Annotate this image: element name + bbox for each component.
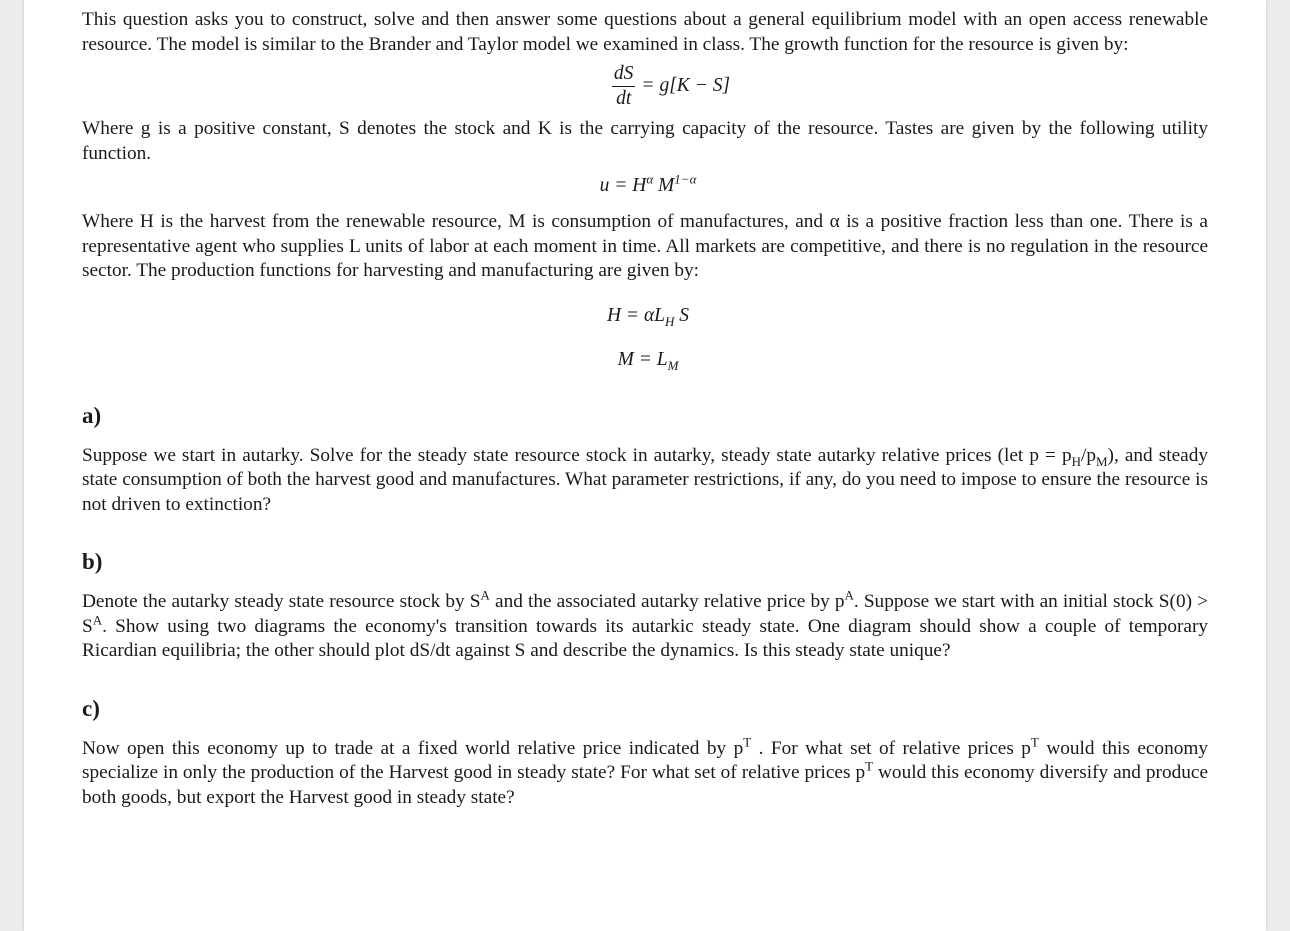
section-b-label: b) [82, 549, 103, 574]
utility-equation-text: $u = H^\alpha$ $M^{1-\alpha}$ [599, 171, 697, 196]
intro-paragraph-2: Where g is a positive constant, S denotes the stock and K is the carrying capacity of the resource. Tastes are given by the following utility function. [82, 118, 1208, 164]
growth-denominator: dt [616, 88, 632, 109]
growth-fraction [612, 63, 636, 110]
intro-paragraph-1: This question asks you to construct, solve and then answer some questions about a general equilibrium model with an open access renewable resource. The model is similar to the Brander and Taylor model we examined in class. The growth function for the resource is given by: [82, 9, 1208, 55]
utility-equation [88, 170, 1208, 202]
manufacturing-production-equation [88, 346, 1208, 374]
growth-rhs: = g[K − S] [641, 74, 731, 96]
harvest-production-text: $H = \alpha L_H$ S [606, 304, 690, 329]
section-b-text: Denote the autarky steady state resource stock by $S^A$ and the associated autarky relative price by $p^A$. Suppose we start with an initial stock $S(0) > S^A$. Show using two diagrams the economy's transition towards its autarkic steady state. One diagram should show a couple of temporary Ricardian equilibria; the other should plot dS/dt against S and describe the dynamics. Is this steady state unique? [82, 587, 1208, 661]
harvest-production-equation [88, 302, 1208, 330]
intro-paragraph-3: Where H is the harvest from the renewable resource, M is consumption of manufactures, and α is a positive fraction less than one. There is a representative agent who supplies L units of labor at each moment in time. All markets are competitive, and there is no regulation in the resource sector. The production functions for harvesting and manufacturing are given by: [82, 211, 1208, 281]
manufacturing-production-text: $M = L_M$ [617, 348, 679, 373]
section-a-label: a) [82, 402, 102, 428]
growth-equation [134, 63, 1208, 110]
section-c-label: c) [82, 695, 100, 721]
section-c-text: Now open this economy up to trade at a fixed world relative price indicated by $p^T$ . For what set of relative prices $p^T$ would this economy specialize in only the production of the Harvest good in steady state? For what set of relative prices $p^T$ would this economy diversify and produce both goods, but export the Harvest good in steady state? [82, 734, 1208, 808]
document-content [82, 8, 1208, 810]
growth-numerator: dS [612, 63, 636, 87]
section-a-text: Suppose we start in autarky. Solve for the steady state resource stock in autarky, steady state autarky relative prices (let $p = p_H/p_M$), and steady state consumption of both the harvest good and manufactures. What parameter restrictions, if any, do you need to impose to ensure the resource is not driven to extinction? [82, 444, 1208, 515]
document-page [24, 0, 1266, 931]
